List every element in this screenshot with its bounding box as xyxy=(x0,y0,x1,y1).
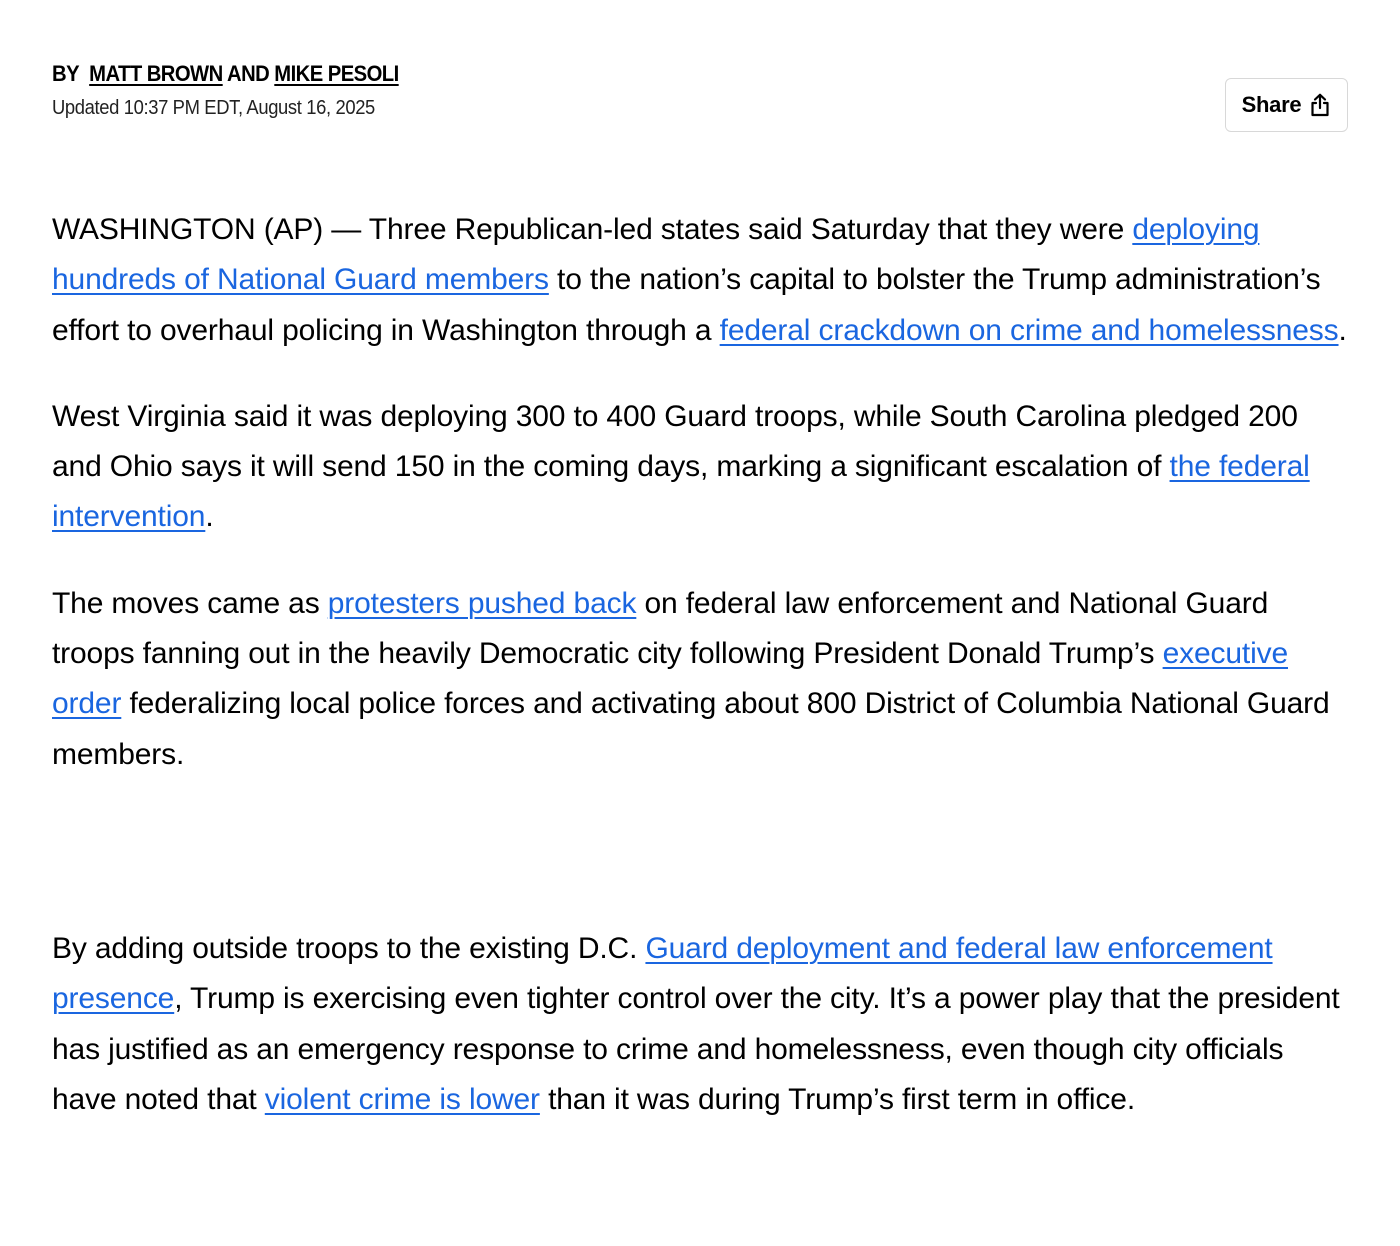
p4-text-1: By adding outside troops to the existing D.C. xyxy=(52,931,646,965)
p4-text-3: than it was during Trump’s first term in office. xyxy=(539,1082,1136,1116)
byline-prefix: BY xyxy=(52,61,80,86)
link-deploying-national-guard[interactable]: deploying hundreds of National Guard members xyxy=(52,213,1260,297)
share-button[interactable] xyxy=(1225,78,1348,132)
share-icon xyxy=(1309,93,1331,117)
link-protesters-pushed-back[interactable]: protesters pushed back xyxy=(327,586,637,620)
p2-text-2: . xyxy=(205,500,214,534)
p1-text-2: to the nation’s capital to bolster the Trump administration’s effort to overhaul policing in Washington through a xyxy=(52,263,1321,347)
p3-text-1: The moves came as xyxy=(52,586,328,620)
link-federal-crackdown[interactable]: federal crackdown on crime and homelessness xyxy=(719,313,1339,347)
updated-timestamp: Updated 10:37 PM EDT, August 16, 2025 xyxy=(52,97,375,119)
link-executive-order[interactable]: executive order xyxy=(52,637,1288,721)
link-federal-intervention[interactable]: the federal intervention xyxy=(52,450,1310,534)
p2-text-1: West Virginia said it was deploying 300 to 400 Guard troops, while South Carolina pledged 200 and Ohio says it will send 150 in the coming days, marking a significant escalation of xyxy=(52,399,1298,484)
link-violent-crime-lower[interactable]: violent crime is lower xyxy=(264,1082,540,1116)
p1-text-1: WASHINGTON (AP) — Three Republican-led states said Saturday that they were xyxy=(52,213,1133,246)
p1-text-3: . xyxy=(1338,313,1347,347)
paragraph-1 xyxy=(52,205,1352,356)
article-body xyxy=(52,205,1352,1161)
byline xyxy=(52,58,399,90)
author-link-matt-brown[interactable]: MATT BROWN xyxy=(89,61,223,86)
author-link-mike-pesoli[interactable]: MIKE PESOLI xyxy=(274,61,399,86)
link-guard-deployment[interactable]: Guard deployment and federal law enforcement presence xyxy=(52,931,1273,1016)
p3-text-2: on federal law enforcement and National Guard troops fanning out in the heavily Democratic city following President Donald Trump’s xyxy=(52,586,1269,671)
p4-text-2: , Trump is exercising even tighter control over the city. It’s a power play that the president has justified as an emergency response to crime and homelessness, even though city officials have noted that xyxy=(52,982,1340,1116)
byline-block xyxy=(52,58,429,122)
byline-conjunction: AND xyxy=(227,61,270,86)
share-button-label: Share xyxy=(1241,92,1302,117)
p3-text-3: federalizing local police forces and activating about 800 District of Columbia National Guard members. xyxy=(52,687,1330,771)
paragraph-2 xyxy=(52,392,1352,543)
paragraph-4 xyxy=(52,924,1352,1125)
paragraph-3 xyxy=(52,579,1352,780)
